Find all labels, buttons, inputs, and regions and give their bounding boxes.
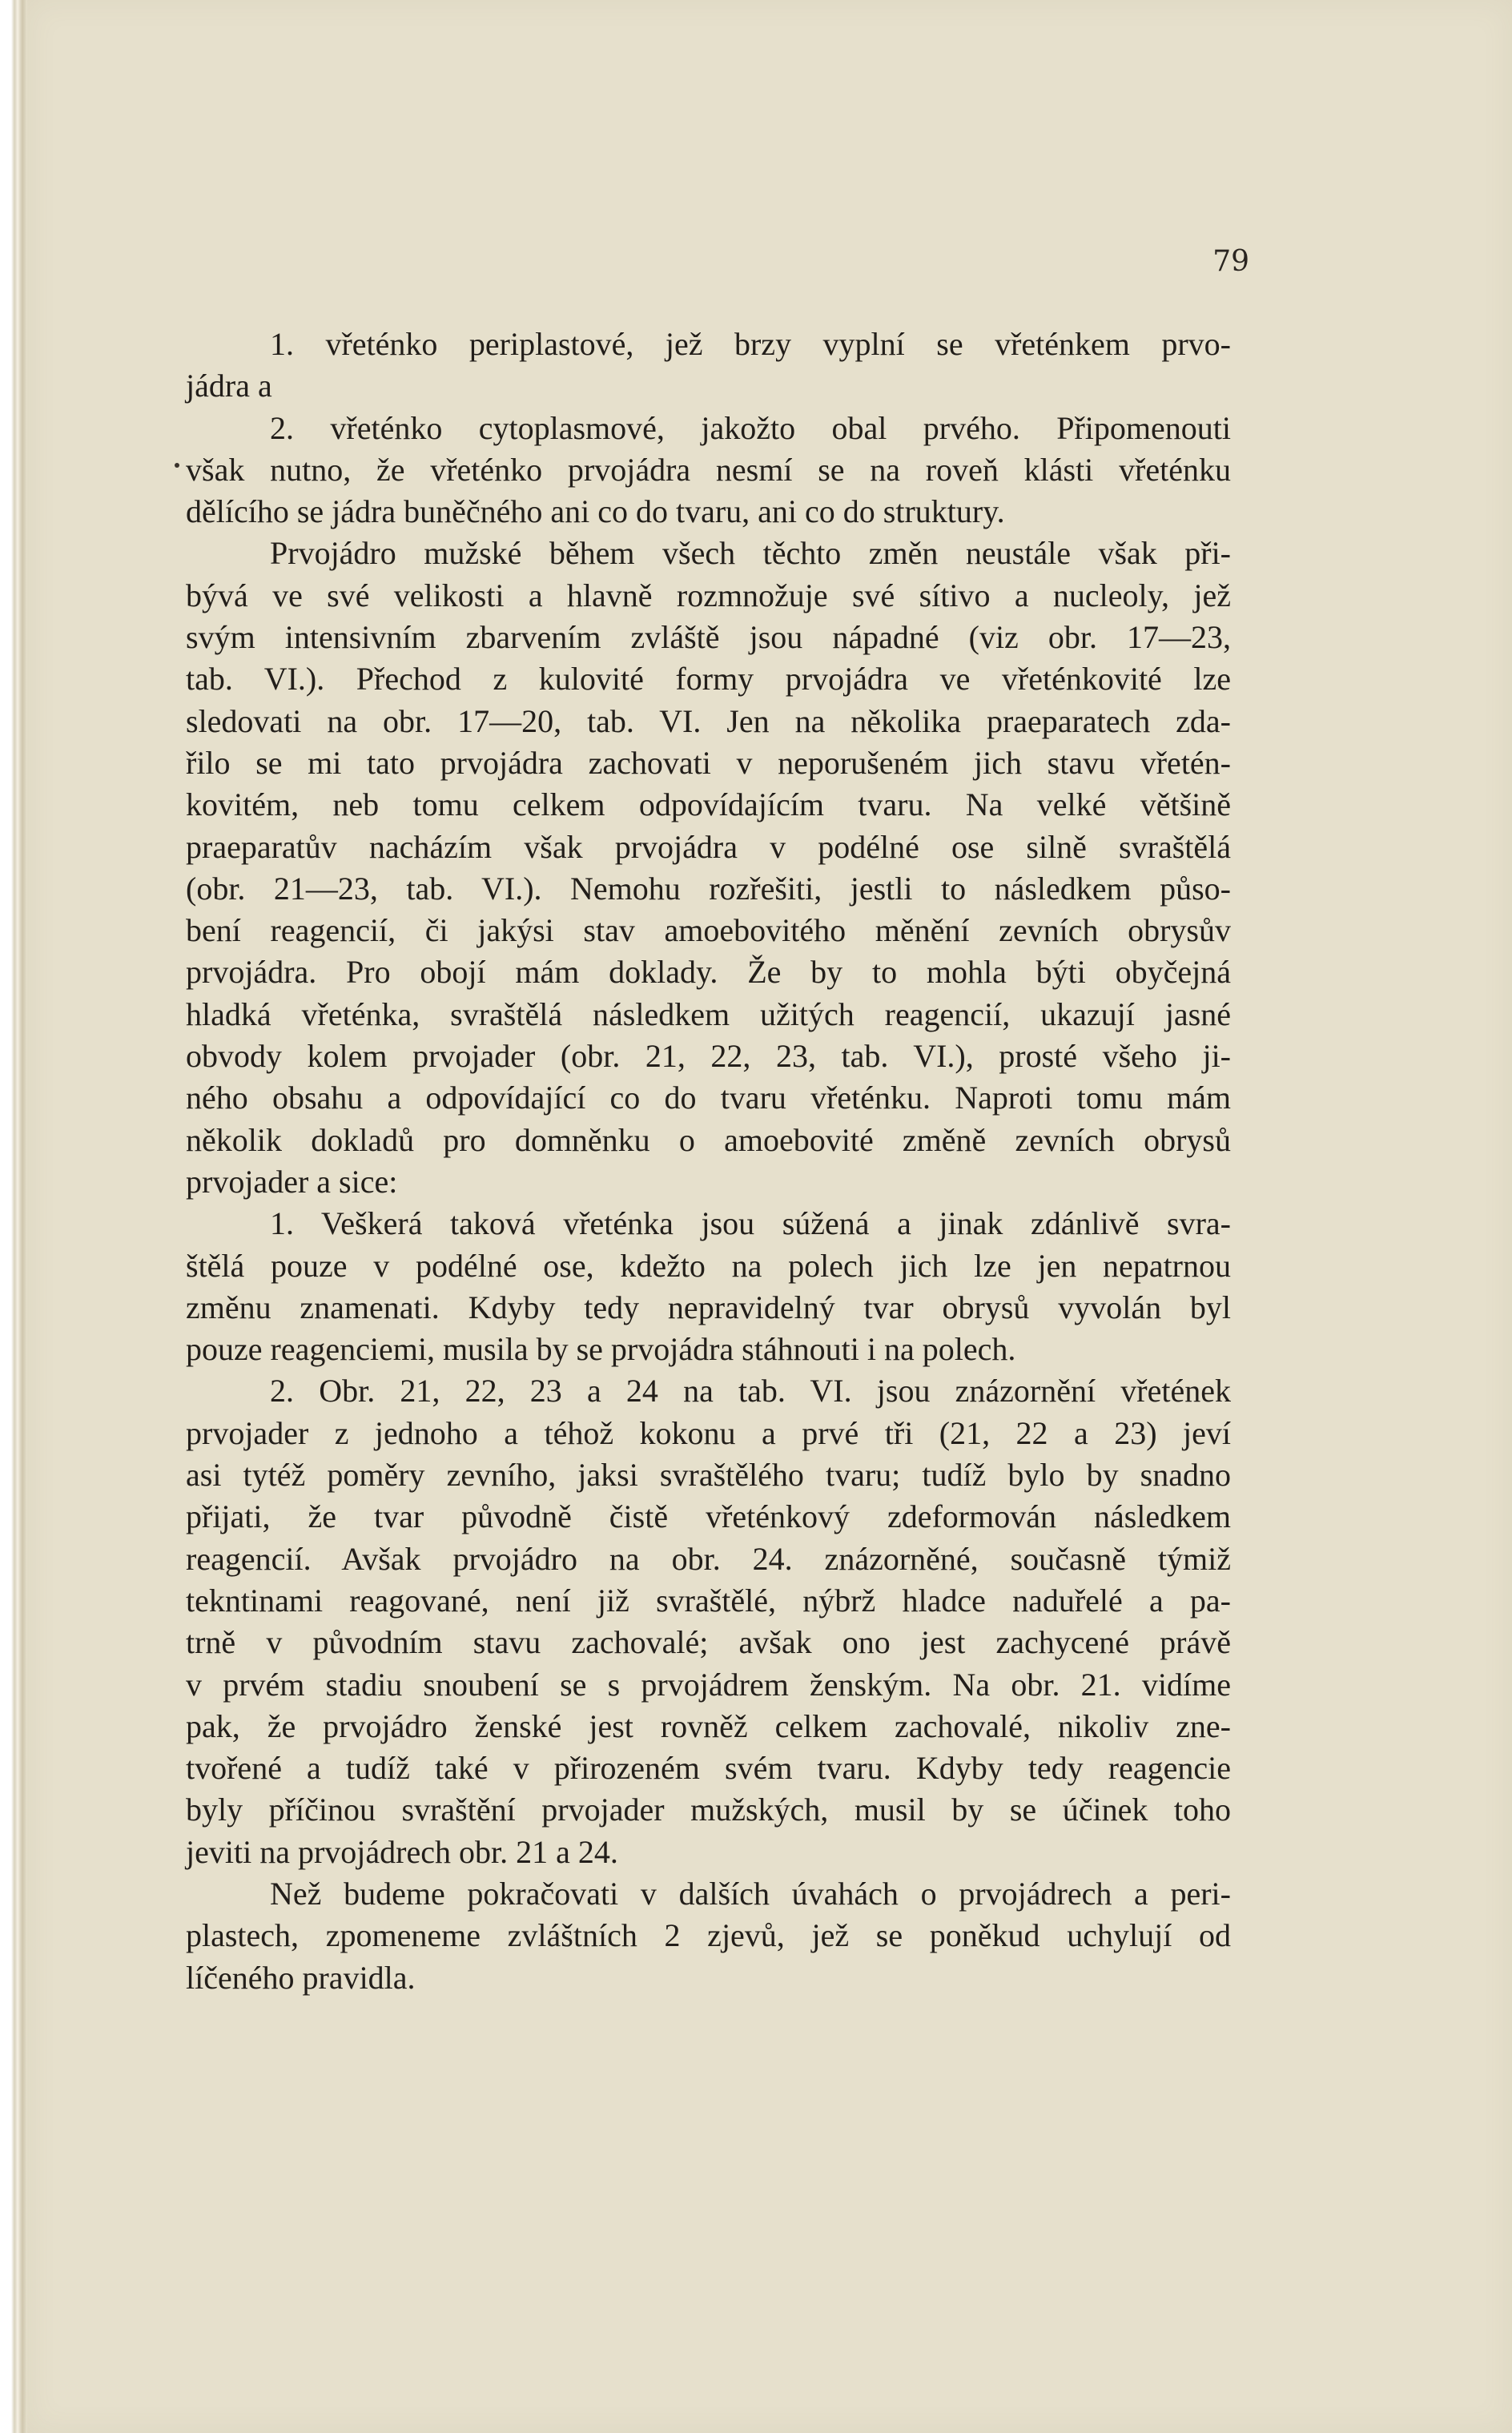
margin-mark: [175, 463, 179, 468]
text-line: změnu znamenati. Kdyby tedy nepravidelný tvar obrysů vyvolán byl: [186, 1289, 1231, 1325]
text-line: bývá ve své velikosti a hlavně rozmnožuje své sítivo a nucleoly, jež: [186, 577, 1231, 613]
page-number: 79: [1212, 245, 1249, 278]
text-line: svým intensivním zbarvením zvláště jsou nápadné (viz obr. 17—23,: [186, 619, 1231, 656]
text-line: přijati, že tvar původně čistě vřeténkový zdeformován následkem: [186, 1498, 1231, 1535]
text-line: pouze reagenciemi, musila by se prvojádra stáhnouti i na polech.: [186, 1331, 1016, 1368]
text-line: jeviti na prvojádrech obr. 21 a 24.: [186, 1833, 618, 1870]
text-line: 1. Veškerá taková vřeténka jsou súžená a jinak zdánlivě svra-: [270, 1205, 1231, 1242]
text-line: Než budeme pokračovati v dalších úvahách o prvojádrech a peri-: [270, 1875, 1231, 1912]
text-line: Prvojádro mužské během všech těchto změn neustále však při-: [270, 535, 1231, 572]
text-line: trně v původním stavu zachovalé; avšak ono jest zachycené právě: [186, 1624, 1231, 1661]
text-line: tvořené a tudíž také v přirozeném svém tvaru. Kdyby tedy reagencie: [186, 1750, 1231, 1787]
text-line: (obr. 21—23, tab. VI.). Nemohu rozřešiti, jestli to následkem půso-: [186, 870, 1231, 907]
text-line: asi tytéž poměry zevního, jaksi svraštělého tvaru; tudíž bylo by snadno: [186, 1457, 1231, 1494]
text-line: dělícího se jádra buněčného ani co do tvaru, ani co do struktury.: [186, 493, 1005, 530]
text-line: jádra a: [186, 368, 272, 404]
text-line: prvojader z jednoho a téhož kokonu a prvé tři (21, 22 a 23) jeví: [186, 1414, 1231, 1451]
text-line: bení reagencií, či jakýsi stav amoebovitého měnění zevních obrysův: [186, 912, 1231, 949]
page-body-text: [186, 324, 1231, 1999]
text-line: byly příčinou svraštění prvojader mužských, musil by se účinek toho: [186, 1792, 1231, 1828]
text-line: líčeného pravidla.: [186, 1959, 416, 1996]
text-line: plastech, zpomeneme zvláštních 2 zjevů, jež se poněkud uchylují od: [186, 1917, 1231, 1954]
text-line: řilo se mi tato prvojádra zachovati v neporušeném jich stavu vřetén-: [186, 744, 1231, 781]
text-line: prvojádra. Pro obojí mám doklady. Že by to mohla býti obyčejná: [186, 954, 1231, 991]
text-line: 2. vřeténko cytoplasmové, jakožto obal prvého. Připomenouti: [270, 409, 1231, 446]
text-line: kovitém, neb tomu celkem odpovídajícím tvaru. Na velké většině: [186, 786, 1231, 823]
text-line: však nutno, že vřeténko prvojádra nesmí se na roveň klásti vřeténku: [186, 451, 1231, 488]
text-line: sledovati na obr. 17—20, tab. VI. Jen na několika praeparatech zda-: [186, 702, 1231, 739]
text-line: tekntinami reagované, není již svraštělé, nýbrž hladce naduřelé a pa-: [186, 1582, 1231, 1619]
text-line: hladká vřeténka, svraštělá následkem užitých reagencií, ukazují jasné: [186, 995, 1231, 1032]
text-line: ného obsahu a odpovídající co do tvaru vřeténku. Naproti tomu mám: [186, 1080, 1231, 1116]
text-line: prvojader a sice:: [186, 1163, 398, 1200]
text-line: reagencií. Avšak prvojádro na obr. 24. znázorněné, současně týmiž: [186, 1540, 1231, 1577]
text-line: praeparatův nacházím však prvojádra v podélné ose silně svraštělá: [186, 828, 1231, 865]
text-line: štělá pouze v podélné ose, kdežto na polech jich lze jen nepatrnou: [186, 1247, 1231, 1284]
text-line: obvody kolem prvojader (obr. 21, 22, 23, tab. VI.), prosté všeho ji-: [186, 1038, 1231, 1075]
text-line: v prvém stadiu snoubení se s prvojádrem ženským. Na obr. 21. vidíme: [186, 1666, 1231, 1703]
text-line: pak, že prvojádro ženské jest rovněž celkem zachovalé, nikoliv zne-: [186, 1707, 1231, 1744]
text-line: 1. vřeténko periplastové, jež brzy vyplní se vřeténkem prvo-: [270, 326, 1231, 362]
text-line: několik dokladů pro domněnku o amoebovité změně zevních obrysů: [186, 1121, 1231, 1158]
book-binding-edge: [0, 0, 27, 2433]
text-line: 2. Obr. 21, 22, 23 a 24 na tab. VI. jsou znázornění vřetének: [270, 1373, 1231, 1410]
text-line: tab. VI.). Přechod z kulovité formy prvojádra ve vřeténkovité lze: [186, 661, 1231, 698]
